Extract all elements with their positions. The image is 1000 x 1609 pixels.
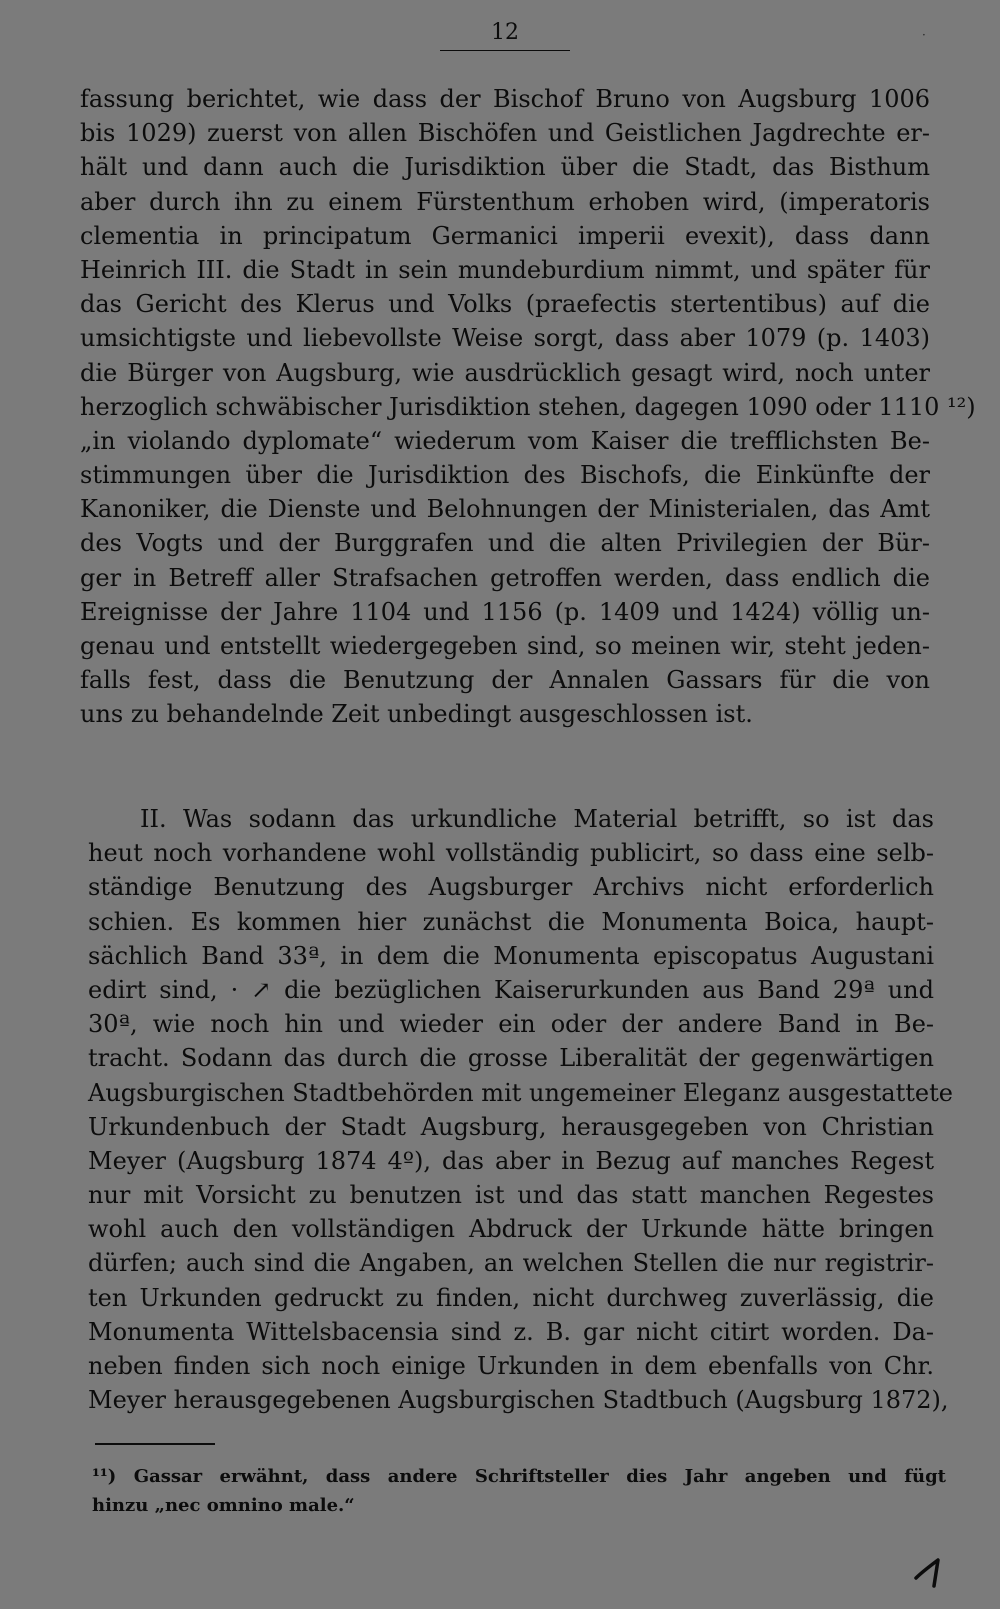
text-line: ten Urkunden gedruckt zu finden, nicht durchweg zuverlässig, die	[88, 1283, 934, 1312]
footnote-rule	[95, 1443, 215, 1445]
text-line: schien. Es kommen hier zunächst die Monumenta Boica, haupt-	[88, 907, 934, 936]
text-line: die Bürger von Augsburg, wie ausdrücklich gesagt wird, noch unter	[80, 358, 930, 387]
text-line: des Vogts und der Burggrafen und die alten Privilegien der Bür-	[80, 529, 930, 558]
text-line: heut noch vorhandene wohl vollständig publicirt, so dass eine selb-	[88, 839, 934, 868]
text-line: uns zu behandelnde Zeit unbedingt ausgeschlossen ist.	[80, 700, 753, 729]
text-line: hält und dann auch die Jurisdiktion über die Stadt, das Bisthum	[80, 153, 930, 182]
text-line: bis 1029) zuerst von allen Bischöfen und Geistlichen Jagdrechte er-	[80, 119, 930, 148]
text-line: ger in Betreff aller Strafsachen getroffen werden, dass endlich die	[80, 563, 930, 592]
text-line: nur mit Vorsicht zu benutzen ist und das statt manchen Regestes	[88, 1181, 934, 1210]
text-line: Augsburgischen Stadtbehörden mit ungemeiner Eleganz ausgestattete	[88, 1078, 953, 1107]
text-line: herzoglich schwäbischer Jurisdiktion stehen, dagegen 1090 oder 1110 ¹²)	[80, 392, 976, 421]
header-speck: ·	[922, 28, 926, 42]
text-line: Meyer herausgegebenen Augsburgischen Stadtbuch (Augsburg 1872),	[88, 1386, 949, 1415]
text-line: edirt sind, · ↗ die bezüglichen Kaiserurkunden aus Band 29ª und	[88, 975, 934, 1004]
text-line: „in violando dyplomate“ wiederum vom Kaiser die trefflichsten Be-	[80, 426, 930, 455]
text-line: sächlich Band 33ª, in dem die Monumenta episcopatus Augustani	[88, 941, 934, 970]
text-line: clementia in principatum Germanici imperii evexit), dass dann	[80, 221, 930, 250]
text-line: Meyer (Augsburg 1874 4º), das aber in Bezug auf manches Regest	[88, 1146, 934, 1175]
footnote-line: ¹¹) Gassar erwähnt, dass andere Schriftsteller dies Jahr angeben und fügt	[92, 1466, 946, 1487]
text-line: genau und entstellt wiedergegeben sind, so meinen wir, steht jeden-	[80, 632, 930, 660]
text-line: dürfen; auch sind die Angaben, an welchen Stellen die nur registrir-	[88, 1249, 934, 1278]
text-line: umsichtigste und liebevollste Weise sorgt, dass aber 1079 (p. 1403)	[80, 324, 930, 353]
body-paragraph-2	[88, 802, 953, 1417]
text-line: Kanoniker, die Dienste und Belohnungen der Ministerialen, das Amt	[80, 495, 930, 524]
text-line: tracht. Sodann das durch die grosse Liberalität der gegenwärtigen	[88, 1044, 934, 1073]
text-line: wohl auch den vollständigen Abdruck der Urkunde hätte bringen	[88, 1215, 934, 1244]
text-line: Urkundenbuch der Stadt Augsburg, herausgegeben von Christian	[88, 1112, 934, 1141]
text-line: ständige Benutzung des Augsburger Archivs nicht erforderlich	[88, 873, 934, 902]
text-line: stimmungen über die Jurisdiktion des Bischofs, die Einkünfte der	[80, 461, 930, 490]
text-line: Monumenta Wittelsbacensia sind z. B. gar nicht citirt worden. Da-	[88, 1317, 934, 1346]
text-line: falls fest, dass die Benutzung der Annalen Gassars für die von	[80, 666, 930, 695]
footnote-line: hinzu „nec omnino male.“	[92, 1495, 355, 1516]
text-line: Heinrich III. die Stadt in sein mundeburdium nimmt, und später für	[80, 255, 930, 284]
text-line: II. Was sodann das urkundliche Material betrifft, so ist das	[140, 805, 934, 833]
footnote	[92, 1462, 946, 1520]
text-line: fassung berichtet, wie dass der Bischof Bruno von Augsburg 1006	[80, 85, 930, 113]
page-number-rule	[440, 50, 570, 51]
text-line: aber durch ihn zu einem Fürstenthum erhoben wird, (imperatoris	[80, 187, 930, 216]
text-line: neben finden sich noch einige Urkunden in dem ebenfalls von Chr.	[88, 1352, 934, 1380]
text-line: das Gericht des Klerus und Volks (praefectis stertentibus) auf die	[80, 290, 930, 319]
body-paragraph-1	[80, 82, 976, 732]
pencil-mark-icon	[912, 1556, 948, 1596]
page-number: 12	[491, 20, 519, 45]
text-line: 30ª, wie noch hin und wieder ein oder der andere Band in Be-	[88, 1010, 934, 1039]
text-line: Ereignisse der Jahre 1104 und 1156 (p. 1409 und 1424) völlig un-	[80, 597, 930, 626]
